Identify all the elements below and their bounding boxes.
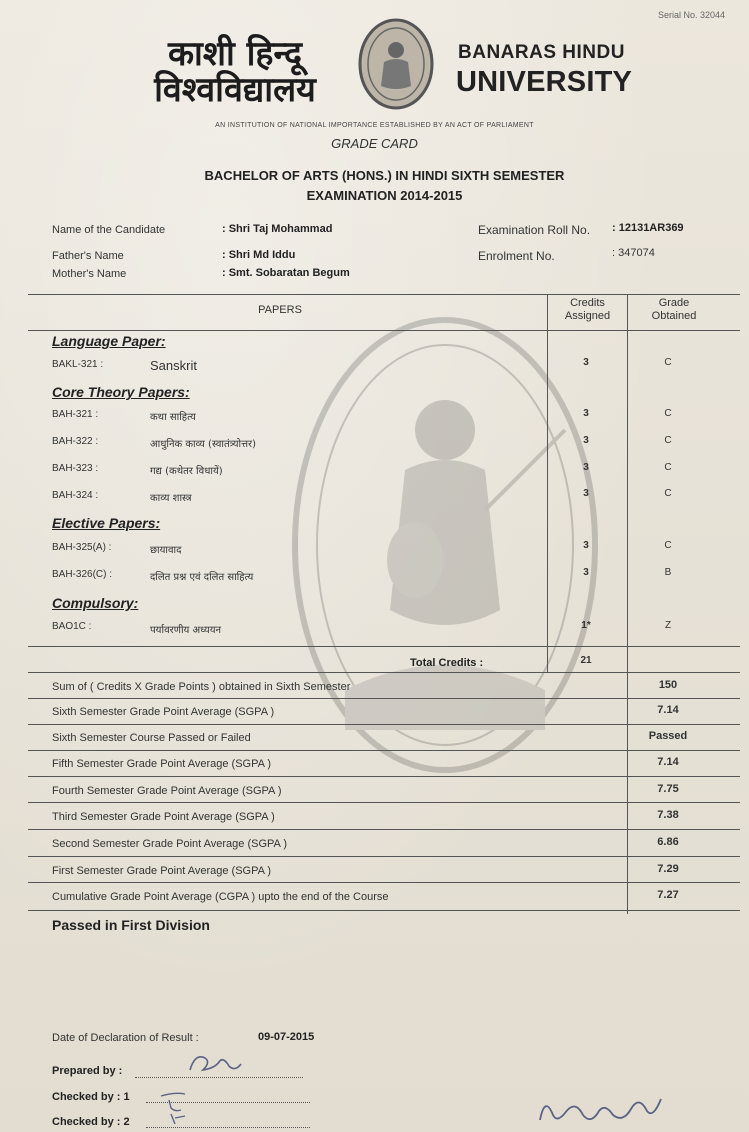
summary-rule <box>28 882 740 883</box>
section-elective: Elective Papers: <box>52 515 161 531</box>
paper-name: दलित प्रश्न एवं दलित साहित्य <box>150 572 254 583</box>
summary-rule <box>28 750 740 751</box>
paper-code: BAO1C : <box>52 621 92 632</box>
section-language: Language Paper: <box>52 333 166 349</box>
total-credits-label: Total Credits : <box>410 657 484 669</box>
exam-title <box>0 166 749 206</box>
paper-code: BAH-321 : <box>52 409 99 420</box>
summary-rule <box>28 910 740 911</box>
mother-name-label: Mother's Name <box>52 268 127 280</box>
paper-name: छायावाद <box>150 545 182 556</box>
summary-rule <box>28 856 740 857</box>
father-name-value: : Shri Md Iddu <box>222 249 296 261</box>
summary-rule <box>28 698 740 699</box>
summary-rule <box>28 829 740 830</box>
table-header-rule <box>28 330 740 331</box>
candidate-name-label: Name of the Candidate <box>52 224 166 236</box>
father-name-label: Father's Name <box>52 250 124 262</box>
summary-value: 150 <box>658 679 678 691</box>
candidate-name-value: : Shri Taj Mohammad <box>222 223 333 235</box>
paper-name: गद्य (कथेतर विधायें) <box>150 466 223 477</box>
paper-credits: 3 <box>583 435 589 446</box>
summary-value: 7.14 <box>657 756 679 768</box>
paper-grade: C <box>664 435 672 446</box>
paper-credits: 3 <box>583 540 589 551</box>
summary-label: Sixth Semester Grade Point Average (SGPA ) <box>52 706 275 718</box>
university-name-hindi-line2: विश्वविद्यालय <box>154 70 316 110</box>
paper-name: पर्यावरणीय अध्ययन <box>150 625 222 636</box>
paper-credits: 3 <box>583 488 589 499</box>
summary-label: Cumulative Grade Point Average (CGPA ) upto the end of the Course <box>52 891 389 903</box>
paper-credits: 3 <box>583 462 589 473</box>
checked-by-1-label: Checked by : 1 <box>52 1091 130 1103</box>
declaration-date-value: 09-07-2015 <box>258 1031 315 1043</box>
university-logo-icon <box>356 18 436 110</box>
summary-label: First Semester Grade Point Average (SGPA ) <box>52 865 272 877</box>
mother-name-value: : Smt. Sobaratan Begum <box>222 267 350 279</box>
university-name-english-line2: UNIVERSITY <box>456 66 633 98</box>
serial-number: Serial No. 32044 <box>657 10 725 20</box>
paper-code: BAH-326(C) : <box>52 569 113 580</box>
summary-value: Passed <box>648 730 688 742</box>
university-seal-watermark-icon <box>285 310 605 780</box>
table-top-rule <box>28 294 740 295</box>
paper-grade: Z <box>664 620 672 631</box>
credits-column-header: Credits Assigned <box>564 297 611 322</box>
summary-value: 7.27 <box>657 889 679 901</box>
final-result: Passed in First Division <box>52 917 210 933</box>
prepared-by-signature-icon <box>185 1048 245 1078</box>
section-core: Core Theory Papers: <box>52 384 190 400</box>
enrolment-label: Enrolment No. <box>478 249 555 263</box>
controller-signature-icon <box>535 1085 670 1130</box>
papers-column-header: PAPERS <box>258 304 302 316</box>
paper-credits: 3 <box>583 567 589 578</box>
summary-value: 7.14 <box>657 704 679 716</box>
summary-rule <box>28 802 740 803</box>
document-type: GRADE CARD <box>331 136 418 151</box>
exam-title-line1: BACHELOR OF ARTS (HONS.) IN HINDI SIXTH SEMESTER <box>204 168 565 183</box>
paper-credits: 3 <box>583 357 589 368</box>
grade-column-header: Grade Obtained <box>651 297 697 322</box>
paper-code: BAH-322 : <box>52 436 99 447</box>
exam-title-line2: EXAMINATION 2014-2015 <box>306 188 463 203</box>
summary-rule <box>28 724 740 725</box>
paper-grade: C <box>664 357 672 368</box>
summary-value: 7.38 <box>657 809 679 821</box>
paper-credits: 1* <box>581 620 591 631</box>
paper-grade: C <box>664 540 672 551</box>
summary-value: 6.86 <box>657 836 679 848</box>
summary-label: Fifth Semester Grade Point Average (SGPA ) <box>52 758 272 770</box>
roll-number-label: Examination Roll No. <box>478 223 591 237</box>
paper-code: BAH-325(A) : <box>52 542 112 553</box>
roll-number-value: : 12131AR369 <box>612 222 684 234</box>
summary-value: 7.29 <box>657 863 679 875</box>
paper-grade: C <box>664 462 672 473</box>
paper-code: BAKL-321 : <box>52 359 104 370</box>
summary-label: Fourth Semester Grade Point Average (SGPA ) <box>52 785 282 797</box>
paper-name: Sanskrit <box>150 358 197 373</box>
paper-name: कथा साहित्य <box>150 412 196 423</box>
university-name-hindi <box>130 36 340 108</box>
credits-column-divider <box>547 294 548 672</box>
checker-initials-icon <box>155 1088 195 1128</box>
paper-code: BAH-324 : <box>52 490 99 501</box>
grade-column-divider <box>627 294 628 914</box>
university-name-hindi-line1: काशी हिन्दू <box>167 34 303 74</box>
paper-name: आधुनिक काव्य (स्वातंत्र्योत्तर) <box>150 439 256 450</box>
summary-label: Sixth Semester Course Passed or Failed <box>52 732 251 744</box>
section-compulsory: Compulsory: <box>52 595 139 611</box>
declaration-date-label: Date of Declaration of Result : <box>52 1032 199 1044</box>
university-name-english-line1: BANARAS HINDU <box>458 42 625 63</box>
paper-code: BAH-323 : <box>52 463 99 474</box>
summary-value: 7.75 <box>657 783 679 795</box>
paper-credits: 3 <box>583 408 589 419</box>
checked-by-2-label: Checked by : 2 <box>52 1116 130 1128</box>
paper-grade: C <box>664 408 672 419</box>
paper-grade: B <box>664 567 672 578</box>
total-credits-value: 21 <box>580 655 592 666</box>
enrolment-value: : 347074 <box>612 247 655 259</box>
summary-rule <box>28 776 740 777</box>
paper-grade: C <box>664 488 672 499</box>
paper-name: काव्य शास्त्र <box>150 493 192 504</box>
summary-label: Third Semester Grade Point Average (SGPA ) <box>52 811 275 823</box>
summary-label: Second Semester Grade Point Average (SGPA ) <box>52 838 287 850</box>
summary-label: Sum of ( Credits X Grade Points ) obtained in Sixth Semester <box>52 681 351 693</box>
papers-end-rule <box>28 646 740 647</box>
total-credits-rule <box>28 672 740 673</box>
university-tagline: AN INSTITUTION OF NATIONAL IMPORTANCE ESTABLISHED BY AN ACT OF PARLIAMENT <box>215 122 534 129</box>
prepared-by-label: Prepared by : <box>52 1065 123 1077</box>
